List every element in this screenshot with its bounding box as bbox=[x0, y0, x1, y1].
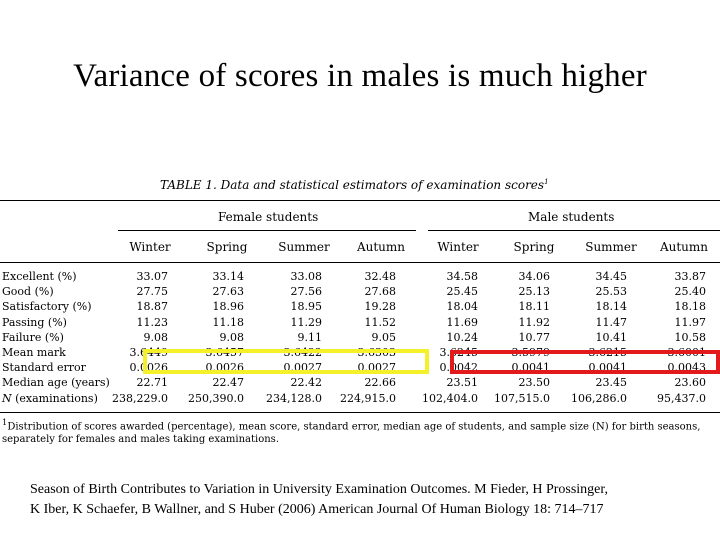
table-cell: 23.50 bbox=[518, 376, 550, 390]
table-cell: 224,915.0 bbox=[340, 391, 396, 405]
table-cell: 11.47 bbox=[595, 315, 627, 329]
column-header-summer-female: Summer bbox=[278, 240, 330, 254]
table-cell: 32.48 bbox=[364, 270, 396, 283]
table-cell: 19.28 bbox=[364, 300, 396, 314]
table-cell: 234,128.0 bbox=[266, 391, 322, 405]
table-cell: 18.96 bbox=[212, 300, 244, 314]
table-cell: 33.87 bbox=[674, 270, 706, 283]
table-cell: 9.08 bbox=[219, 330, 244, 344]
table-cell: 3.6303 bbox=[357, 346, 396, 359]
table-cell: 22.66 bbox=[364, 376, 396, 390]
table-cell: 18.11 bbox=[518, 300, 550, 314]
male-standard-error-highlight bbox=[450, 350, 720, 374]
table-cell: 18.04 bbox=[446, 300, 478, 314]
table-cell: 0.0026 bbox=[205, 361, 244, 375]
table-cell: 33.08 bbox=[290, 270, 322, 283]
male-group-rule bbox=[428, 230, 720, 231]
column-header-autumn-female: Autumn bbox=[356, 240, 406, 254]
table-top-rule bbox=[0, 200, 720, 201]
table-cell: 11.69 bbox=[446, 315, 478, 329]
table-cell: 27.63 bbox=[212, 285, 244, 299]
table-cell: 34.58 bbox=[446, 270, 478, 283]
table-cell: 23.60 bbox=[674, 376, 706, 390]
table-cell: 3.6449 bbox=[129, 346, 168, 359]
table-cell: 102,404.0 bbox=[422, 391, 478, 405]
table-cell: 18.87 bbox=[136, 300, 168, 314]
table-cell: 27.56 bbox=[290, 285, 322, 299]
slide-title: Variance of scores in males is much higher bbox=[73, 58, 647, 94]
female-standard-error-highlight bbox=[143, 349, 429, 374]
table-cell: 11.52 bbox=[364, 315, 396, 329]
table-cell: 27.68 bbox=[364, 285, 396, 299]
table-cell: 11.18 bbox=[212, 315, 244, 329]
table-cell: 25.53 bbox=[595, 285, 627, 299]
table-cell: 11.23 bbox=[136, 315, 168, 329]
table-cell: 3.5979 bbox=[511, 346, 550, 359]
table-cell: 18.14 bbox=[595, 300, 627, 314]
table-cell: 25.13 bbox=[518, 285, 550, 299]
column-header-winter-female: Winter bbox=[129, 240, 171, 254]
table-cell: 238,229.0 bbox=[112, 391, 168, 405]
table-cell: 25.40 bbox=[674, 285, 706, 299]
citation-line-2: K Iber, K Schaefer, B Wallner, and S Huber (2006) American Journal Of Human Biology 18: 714–717 bbox=[30, 502, 604, 517]
table-cell: 34.45 bbox=[595, 270, 627, 283]
table-cell: 107,515.0 bbox=[494, 391, 550, 405]
table-cell: 106,286.0 bbox=[571, 391, 627, 405]
table-cell: 11.29 bbox=[290, 315, 322, 329]
row-label: Excellent (%) bbox=[2, 270, 77, 283]
table-cell: 9.05 bbox=[371, 330, 396, 344]
table-cell: 18.18 bbox=[674, 300, 706, 314]
table-cell: 18.95 bbox=[290, 300, 322, 314]
citation bbox=[30, 480, 710, 520]
table-cell: 3.6457 bbox=[205, 346, 244, 359]
table-cell: 0.0027 bbox=[283, 361, 322, 375]
header-bottom-rule bbox=[0, 262, 720, 263]
column-header-summer-male: Summer bbox=[585, 240, 637, 254]
row-label: Satisfactory (%) bbox=[2, 300, 92, 314]
table-cell: 10.41 bbox=[595, 330, 627, 344]
table-cell: 95,437.0 bbox=[657, 391, 706, 405]
table-cell: 22.71 bbox=[136, 376, 168, 390]
table-footnote: $^1$Distribution of scores awarded (percentage), mean score, standard error, median age of students, and sample size (N) for birth seasons, separately for females and males taking examinations. bbox=[2, 417, 701, 446]
data-table bbox=[0, 176, 720, 446]
table-bottom-rule bbox=[0, 412, 720, 413]
table-cell: 11.92 bbox=[518, 315, 550, 329]
table-cell: 0.0043 bbox=[667, 361, 706, 375]
table-cell: 33.07 bbox=[136, 270, 168, 283]
table-cell: 10.77 bbox=[518, 330, 550, 344]
table-caption: TABLE 1. Data and statistical estimators of examination scores$^1$ bbox=[160, 178, 549, 192]
row-label: Good (%) bbox=[2, 285, 54, 299]
table-cell: 0.0041 bbox=[588, 361, 627, 375]
column-header-spring-female: Spring bbox=[206, 240, 248, 254]
table-cell: 10.58 bbox=[674, 330, 706, 344]
table-cell: 9.11 bbox=[297, 330, 322, 344]
citation-line-1: Season of Birth Contributes to Variation in University Examination Outcomes. M Fieder, H Prossinger, bbox=[30, 482, 608, 497]
table-cell: 0.0027 bbox=[357, 361, 396, 375]
table-cell: 3.6422 bbox=[283, 346, 322, 359]
row-label: Failure (%) bbox=[2, 330, 64, 344]
table-cell: 33.14 bbox=[212, 270, 244, 283]
table-cell: 23.45 bbox=[595, 376, 627, 390]
row-label: Mean mark bbox=[2, 346, 66, 359]
row-label: Passing (%) bbox=[2, 315, 67, 329]
table-cell: 22.42 bbox=[290, 376, 322, 390]
row-label: Standard error bbox=[2, 361, 86, 375]
table-cell: 22.47 bbox=[212, 376, 244, 390]
group-female-header: Female students bbox=[218, 210, 319, 224]
table-cell: 3.6245 bbox=[439, 346, 478, 359]
column-header-winter-male: Winter bbox=[437, 240, 479, 254]
table-cell: 250,390.0 bbox=[188, 391, 244, 405]
table-cell: 23.51 bbox=[446, 376, 478, 390]
table-cell: 0.0042 bbox=[439, 361, 478, 375]
table-cell: 0.0041 bbox=[511, 361, 550, 375]
table-cell: 9.08 bbox=[143, 330, 168, 344]
row-label: Median age (years) bbox=[2, 376, 110, 390]
column-header-spring-male: Spring bbox=[513, 240, 555, 254]
group-male-header: Male students bbox=[528, 210, 615, 224]
table-cell: 25.45 bbox=[446, 285, 478, 299]
table-cell: 10.24 bbox=[446, 330, 478, 344]
column-header-autumn-male: Autumn bbox=[659, 240, 709, 254]
table-cell: 11.97 bbox=[674, 315, 706, 329]
row-label: N (examinations) bbox=[2, 391, 98, 405]
table-cell: 3.6001 bbox=[667, 346, 706, 359]
table-cell: 27.75 bbox=[136, 285, 168, 299]
female-group-rule bbox=[118, 230, 416, 231]
table-cell: 3.6215 bbox=[588, 346, 627, 359]
table-cell: 34.06 bbox=[518, 270, 550, 283]
table-cell: 0.0026 bbox=[129, 361, 168, 375]
